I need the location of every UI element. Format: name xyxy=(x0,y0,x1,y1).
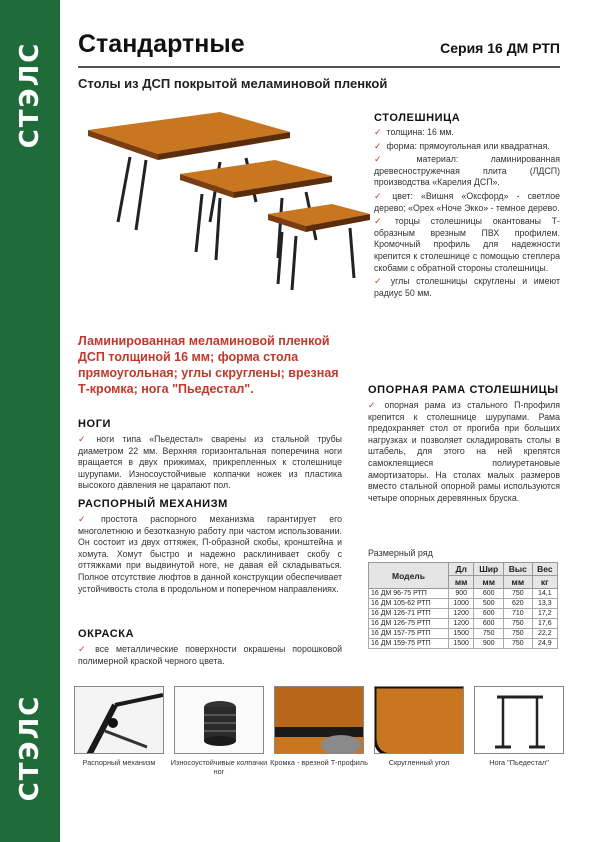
check-icon: ✓ xyxy=(374,190,388,201)
check-icon: ✓ xyxy=(78,434,92,444)
tabletop-item: ✓ форма: прямоугольная или квадратная. xyxy=(374,140,550,151)
series-label: Серия 16 ДМ РТП xyxy=(440,40,560,56)
legs-section xyxy=(78,418,342,492)
check-icon: ✓ xyxy=(374,127,382,137)
frame-text-block xyxy=(368,400,560,504)
tabletop-item: ✓ цвет: «Вишня «Оксфорд» - светлое дерево; «Орех «Ноче Экко» - темное дерево. xyxy=(374,190,560,213)
paint-title: ОКРАСКА xyxy=(78,628,135,640)
col-header-height: Выс xyxy=(504,563,533,576)
page-title: Стандартные xyxy=(78,30,245,58)
brand-logo-bottom: СТЭЛС xyxy=(15,694,45,802)
legs-text: ноги типа «Пьедестал» сварены из стальной трубы диаметром 22 мм. Верхняя горизонтальная поперечина ноги вращается в двух прижимах, прикрепленных к столешнице шурупами. Износоустойчивые колпачки ножек из пластика высокого давления не царапают пол. xyxy=(78,434,342,491)
paint-section xyxy=(78,628,342,667)
check-icon: ✓ xyxy=(374,154,412,165)
tabletop-item: ✓ торцы столешницы окантованы Т-образным врезным ПВХ профилем. Кромочный профиль для надежности крепится к столешнице с помощью степлера скобами с обратной стороны столешницы. xyxy=(374,216,560,273)
mechanism-title: РАСПОРНЫЙ МЕХАНИЗМ xyxy=(78,498,228,510)
leg-cap-photo-icon xyxy=(174,686,264,754)
frame-title: ОПОРНАЯ РАМА СТОЛЕШНИЦЫ xyxy=(368,384,559,396)
table-row: 16 ДМ 126-75 РТП 1200 600 750 17,6 xyxy=(369,619,558,629)
check-icon: ✓ xyxy=(78,644,91,654)
brand-sidebar xyxy=(0,0,60,842)
frame-text: опорная рама из стального П-профиля крепится к столешнице шурупами. Рама предохраняет стол от прогиба при больших нагрузках и позволяет складировать столы в штабель, для этого на ней крепятся самоклеящиеся полиуретановые амортизаторы. На столах малых размеров вместо стальной опорной рамы используются четыре опорных деревянных бруска. xyxy=(368,400,560,503)
mechanism-photo-icon xyxy=(74,686,164,754)
check-icon: ✓ xyxy=(374,140,382,151)
col-header-model: Модель xyxy=(369,563,449,589)
tabletop-item: ✓ углы столешницы скруглены и имеют радиус 50 мм. xyxy=(374,276,560,298)
gallery-caption: Износоустойчивые колпачки ног xyxy=(170,758,268,776)
col-header-width: Шир xyxy=(474,563,504,576)
check-icon: ✓ xyxy=(374,216,390,227)
col-header-weight: Вес xyxy=(532,563,557,576)
rounded-corner-photo-icon xyxy=(374,686,464,754)
mechanism-text: простота распорного механизма гарантирует его многолетнюю и безотказную работу при частом использовании. Он состоит из двух оттяжек, П-образной скобы, кронштейна и хомута. Хомут быстро и надежно расклинивает скобу с оттяжками при выдвинутой ноге, не давая ей складываться. Полное отсутствие люфтов в данной конструкции обеспечивает устойчивость стола в продольном и поперечном направлениях. xyxy=(78,514,342,594)
legs-title: НОГИ xyxy=(78,418,112,430)
page-subtitle: Столы из ДСП покрытой меламиновой пленкой xyxy=(78,76,388,91)
size-table-caption: Размерный ряд xyxy=(368,548,433,558)
check-icon: ✓ xyxy=(368,400,380,410)
check-icon: ✓ xyxy=(374,276,386,287)
unit-label: мм xyxy=(474,576,504,589)
check-icon: ✓ xyxy=(78,514,96,524)
unit-label: мм xyxy=(504,576,533,589)
table-row: 16 ДМ 126-71 РТП 1200 600 710 17,2 xyxy=(369,609,558,619)
gallery-caption: Нога "Пьедестал" xyxy=(489,758,549,767)
paint-text-block xyxy=(78,644,342,667)
gallery-caption: Скругленный угол xyxy=(388,758,450,767)
frame-section xyxy=(368,384,560,504)
tabletop-list xyxy=(374,127,560,299)
mechanism-section xyxy=(78,498,342,595)
col-header-length: Дл xyxy=(448,563,473,576)
tables-illustration xyxy=(70,102,370,302)
gallery-caption: Распорный механизм xyxy=(82,758,156,767)
tabletop-item: ✓ толщина: 16 мм. xyxy=(374,127,454,137)
brand-logo-top: СТЭЛС xyxy=(15,41,45,149)
key-features-highlight: Ламинированная меламиновой пленкой ДСП толщиной 16 мм; форма стола прямоугольная; углы скруглены; врезная Т-кромка; нога "Пьедестал". xyxy=(78,334,339,396)
tabletop-section xyxy=(374,112,560,301)
legs-text-block xyxy=(78,434,342,492)
paint-text: все металлические поверхности окрашены порошковой полимерной краской черного цвета. xyxy=(78,644,343,666)
table-row: 16 ДМ 157-75 РТП 1500 750 750 22,2 xyxy=(369,629,558,639)
unit-label: мм xyxy=(448,576,473,589)
unit-label: кг xyxy=(532,576,557,589)
tabletop-title: СТОЛЕШНИЦА xyxy=(374,112,461,124)
pedestal-leg-photo-icon xyxy=(474,686,564,754)
table-row: 16 ДМ 159-75 РТП 1500 900 750 24,9 xyxy=(369,639,558,649)
size-table-header-row xyxy=(369,563,558,576)
gallery-caption: Кромка - врезной Т-профиль xyxy=(270,758,368,767)
mechanism-text-block xyxy=(78,514,342,595)
tabletop-item: ✓ материал: ламинированная древесностружечная плита (ЛДСП) производства «Карелия ДСП». xyxy=(374,154,560,188)
table-row: 16 ДМ 96-75 РТП 900 600 750 14,1 xyxy=(369,589,558,599)
header-divider xyxy=(78,66,560,68)
edge-profile-photo-icon xyxy=(274,686,364,754)
table-row: 16 ДМ 105-62 РТП 1000 500 620 13,3 xyxy=(369,599,558,609)
small-table-drawing xyxy=(268,204,370,290)
size-table xyxy=(368,562,558,649)
